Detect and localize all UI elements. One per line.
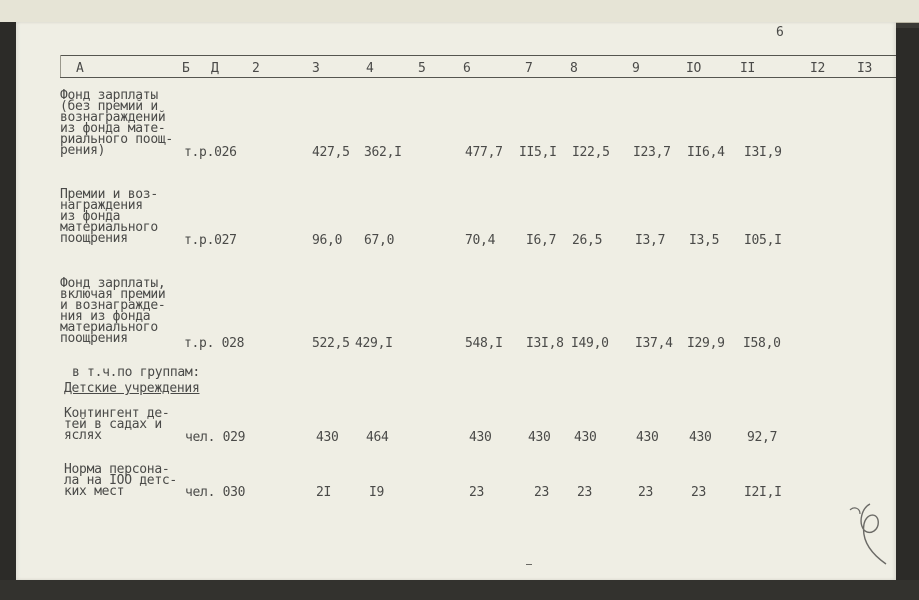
cell-value: I3I,9 [744,145,782,160]
cell-value: 23 [691,485,707,500]
cell-value: I22,5 [572,145,610,160]
header-top-rule [60,55,896,56]
cell-value: II5,I [519,145,557,160]
cell-value: 26,5 [572,233,603,248]
col-header-b: Б [182,61,190,76]
row-unit-code: чел. 029 [185,430,246,445]
col-header-7: 7 [525,61,533,76]
col-header-a: А [76,61,84,76]
col-header-9: 9 [632,61,640,76]
cell-value: I3,5 [689,233,720,248]
cell-value: 23 [469,485,485,500]
row-unit-code: т.р.027 [184,233,237,248]
cell-value: 92,7 [747,430,778,445]
cell-value: I9 [369,485,385,500]
cell-value: 23 [534,485,550,500]
cell-value: 430 [469,430,492,445]
document-page [16,22,896,580]
row-unit-code: т.р. 028 [184,336,245,351]
col-header-11: II [740,61,756,76]
cell-value: 427,5 [312,145,350,160]
cell-value: 2I [316,485,332,500]
col-header-13: I3 [857,61,873,76]
cell-value: I23,7 [633,145,671,160]
handwritten-page-mark [840,500,890,570]
cell-value: II6,4 [687,145,725,160]
cell-value: 548,I [465,336,503,351]
row-unit-code: чел. 030 [185,485,246,500]
cell-value: I05,I [744,233,782,248]
cell-value: 430 [574,430,597,445]
col-header-12: I2 [810,61,826,76]
col-header-d: Д [211,61,219,76]
cell-value: 477,7 [465,145,503,160]
cell-value: 522,5 [312,336,350,351]
scan-background [0,580,919,600]
col-header-10: IO [686,61,702,76]
binding-shadow [0,22,16,600]
cell-value: 23 [638,485,654,500]
col-header-4: 4 [366,61,374,76]
cell-value: I29,9 [687,336,725,351]
cell-value: 430 [636,430,659,445]
cell-value: 429,I [355,336,393,351]
col-header-8: 8 [570,61,578,76]
cell-value: 430 [316,430,339,445]
row-unit-code: т.р.026 [184,145,237,160]
cell-value: I58,0 [743,336,781,351]
header-left-border [60,55,61,77]
col-header-3: 3 [312,61,320,76]
cell-value: I3I,8 [526,336,564,351]
row-label: Фонд зарплаты (без премий и вознаграждений из фонда мате- риального поощ- рения) [60,88,173,158]
cell-value: I3,7 [635,233,666,248]
cell-value: 96,0 [312,233,343,248]
section-title-childcare: Детские учреждения [64,381,200,396]
previous-page-edge [0,0,919,23]
row-label: Контингент де- тей в садах и яслях [64,406,170,443]
cell-value: 430 [689,430,712,445]
row-label: Премии и воз- награждения из фонда материального поощрения [60,187,158,246]
cell-value: I37,4 [635,336,673,351]
cell-value: I49,0 [571,336,609,351]
page-edge-shadow [896,28,919,600]
row-label: Норма персона- ла на IOO детс- ких мест [64,462,177,499]
col-header-5: 5 [418,61,426,76]
col-header-6: 6 [463,61,471,76]
cell-value: 362,I [364,145,402,160]
cell-value: I2I,I [744,485,782,500]
cell-value: I6,7 [526,233,557,248]
cell-value: 430 [528,430,551,445]
group-intro-text: в т.ч.по группам: [72,365,200,380]
cell-value: 67,0 [364,233,395,248]
header-bottom-rule [60,77,896,78]
cell-value: 23 [577,485,593,500]
cell-value: 70,4 [465,233,496,248]
cell-value: 464 [366,430,389,445]
row-label: Фонд зарплаты, включая премии и вознагражде- ния из фонда материального поощрения [60,276,166,346]
bottom-dash-mark [526,564,532,565]
page-number: 6 [776,25,784,40]
col-header-2: 2 [252,61,260,76]
